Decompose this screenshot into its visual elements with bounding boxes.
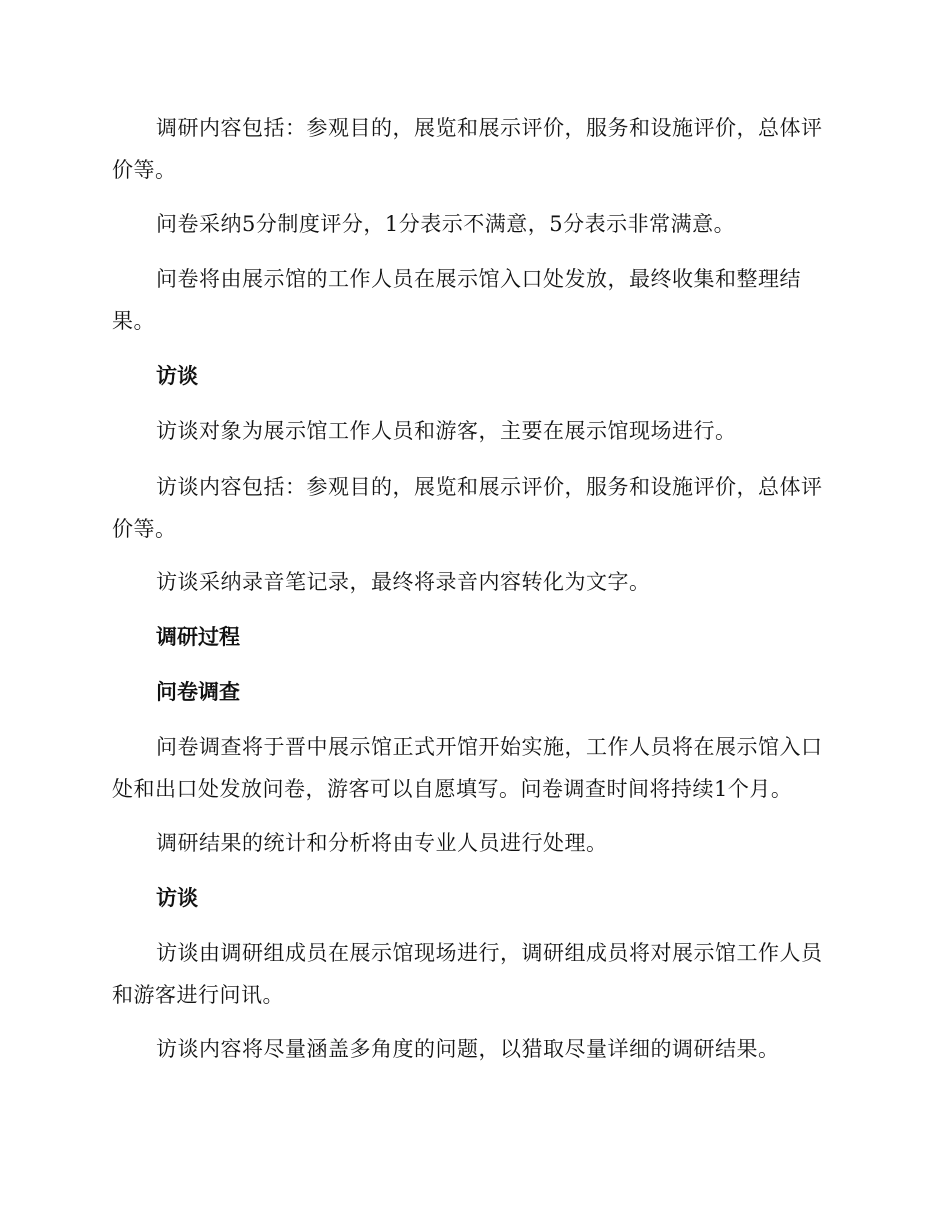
heading-research-process: 调研过程 — [156, 625, 240, 649]
heading-questionnaire-survey: 问卷调查 — [156, 680, 240, 704]
paragraph-survey-implementation: 问卷调查将于晋中展示馆正式开馆开始实施，工作人员将在展示馆入口处和出口处发放问卷，游客可以自愿填写。问卷调查时间将持续1个月。 — [112, 735, 823, 801]
paragraph-interview-subjects: 访谈对象为展示馆工作人员和游客，主要在展示馆现场进行。 — [156, 419, 737, 443]
paragraph-survey-content: 调研内容包括：参观目的，展览和展示评价，服务和设施评价，总体评价等。 — [112, 116, 823, 182]
paragraph-interview-scope: 访谈内容将尽量涵盖多角度的问题，以猎取尽量详细的调研结果。 — [156, 1037, 780, 1061]
heading-interview-2: 访谈 — [156, 886, 198, 910]
heading-interview: 访谈 — [156, 364, 198, 388]
paragraph-analysis: 调研结果的统计和分析将由专业人员进行处理。 — [156, 831, 608, 855]
paragraph-recording: 访谈采纳录音笔记录，最终将录音内容转化为文字。 — [156, 570, 651, 594]
paragraph-distribution: 问卷将由展示馆的工作人员在展示馆入口处发放，最终收集和整理结果。 — [112, 267, 801, 333]
paragraph-interview-process: 访谈由调研组成员在展示馆现场进行，调研组成员将对展示馆工作人员和游客进行问讯。 — [112, 941, 823, 1007]
paragraph-scoring-scale: 问卷采纳5分制度评分，1分表示不满意，5分表示非常满意。 — [156, 212, 736, 236]
paragraph-interview-content: 访谈内容包括：参观目的，展览和展示评价，服务和设施评价，总体评价等。 — [112, 475, 823, 541]
